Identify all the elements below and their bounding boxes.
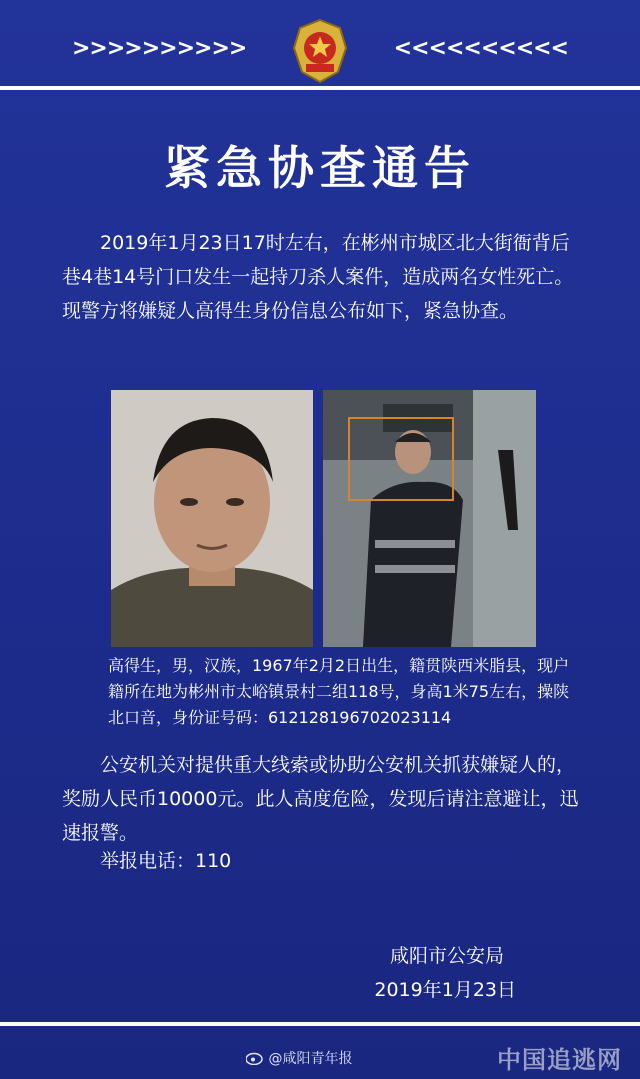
intro-paragraph [62, 226, 582, 328]
reward-paragraph [62, 748, 582, 850]
suspect-info-text: 高得生，男，汉族，1967年2月2日出生，籍贯陕西米脂县，现户籍所在地为彬州市太峪镇景村二组118号，身高1米75左右，操陕北口音，身份证号码：612128196702023114 [108, 656, 570, 727]
site-watermark-logo: 中国追逃网 [497, 1045, 622, 1074]
header-divider [0, 86, 640, 90]
chevron-right-decoration: <<<<<<<<<< [393, 36, 568, 61]
signature-org: 咸阳市公安局 [389, 945, 504, 967]
hotline-text: 举报电话：110 [100, 850, 232, 872]
chevron-left-decoration: >>>>>>>>>> [72, 36, 247, 61]
weibo-handle: @咸阳青年报 [268, 1051, 353, 1067]
suspect-portrait-photo [111, 390, 313, 647]
weibo-watermark [246, 1048, 352, 1068]
signature-date: 2019年1月23日 [374, 979, 516, 1001]
page-title: 紧急协查通告 [164, 141, 476, 195]
reward-text: 公安机关对提供重大线索或协助公安机关抓获嫌疑人的，奖励人民币10000元。此人高度危险，发现后请注意避让，迅速报警。 [62, 754, 579, 844]
weibo-icon [246, 1051, 264, 1065]
surveillance-photo [323, 390, 536, 647]
footer-divider [0, 1022, 640, 1026]
intro-text: 2019年1月23日17时左右，在彬州市城区北大街衙背后巷4巷14号门口发生一起持刀杀人案件，造成两名女性死亡。现警方将嫌疑人高得生身份信息公布如下，紧急协查。 [62, 232, 574, 322]
police-badge-icon [290, 18, 350, 84]
